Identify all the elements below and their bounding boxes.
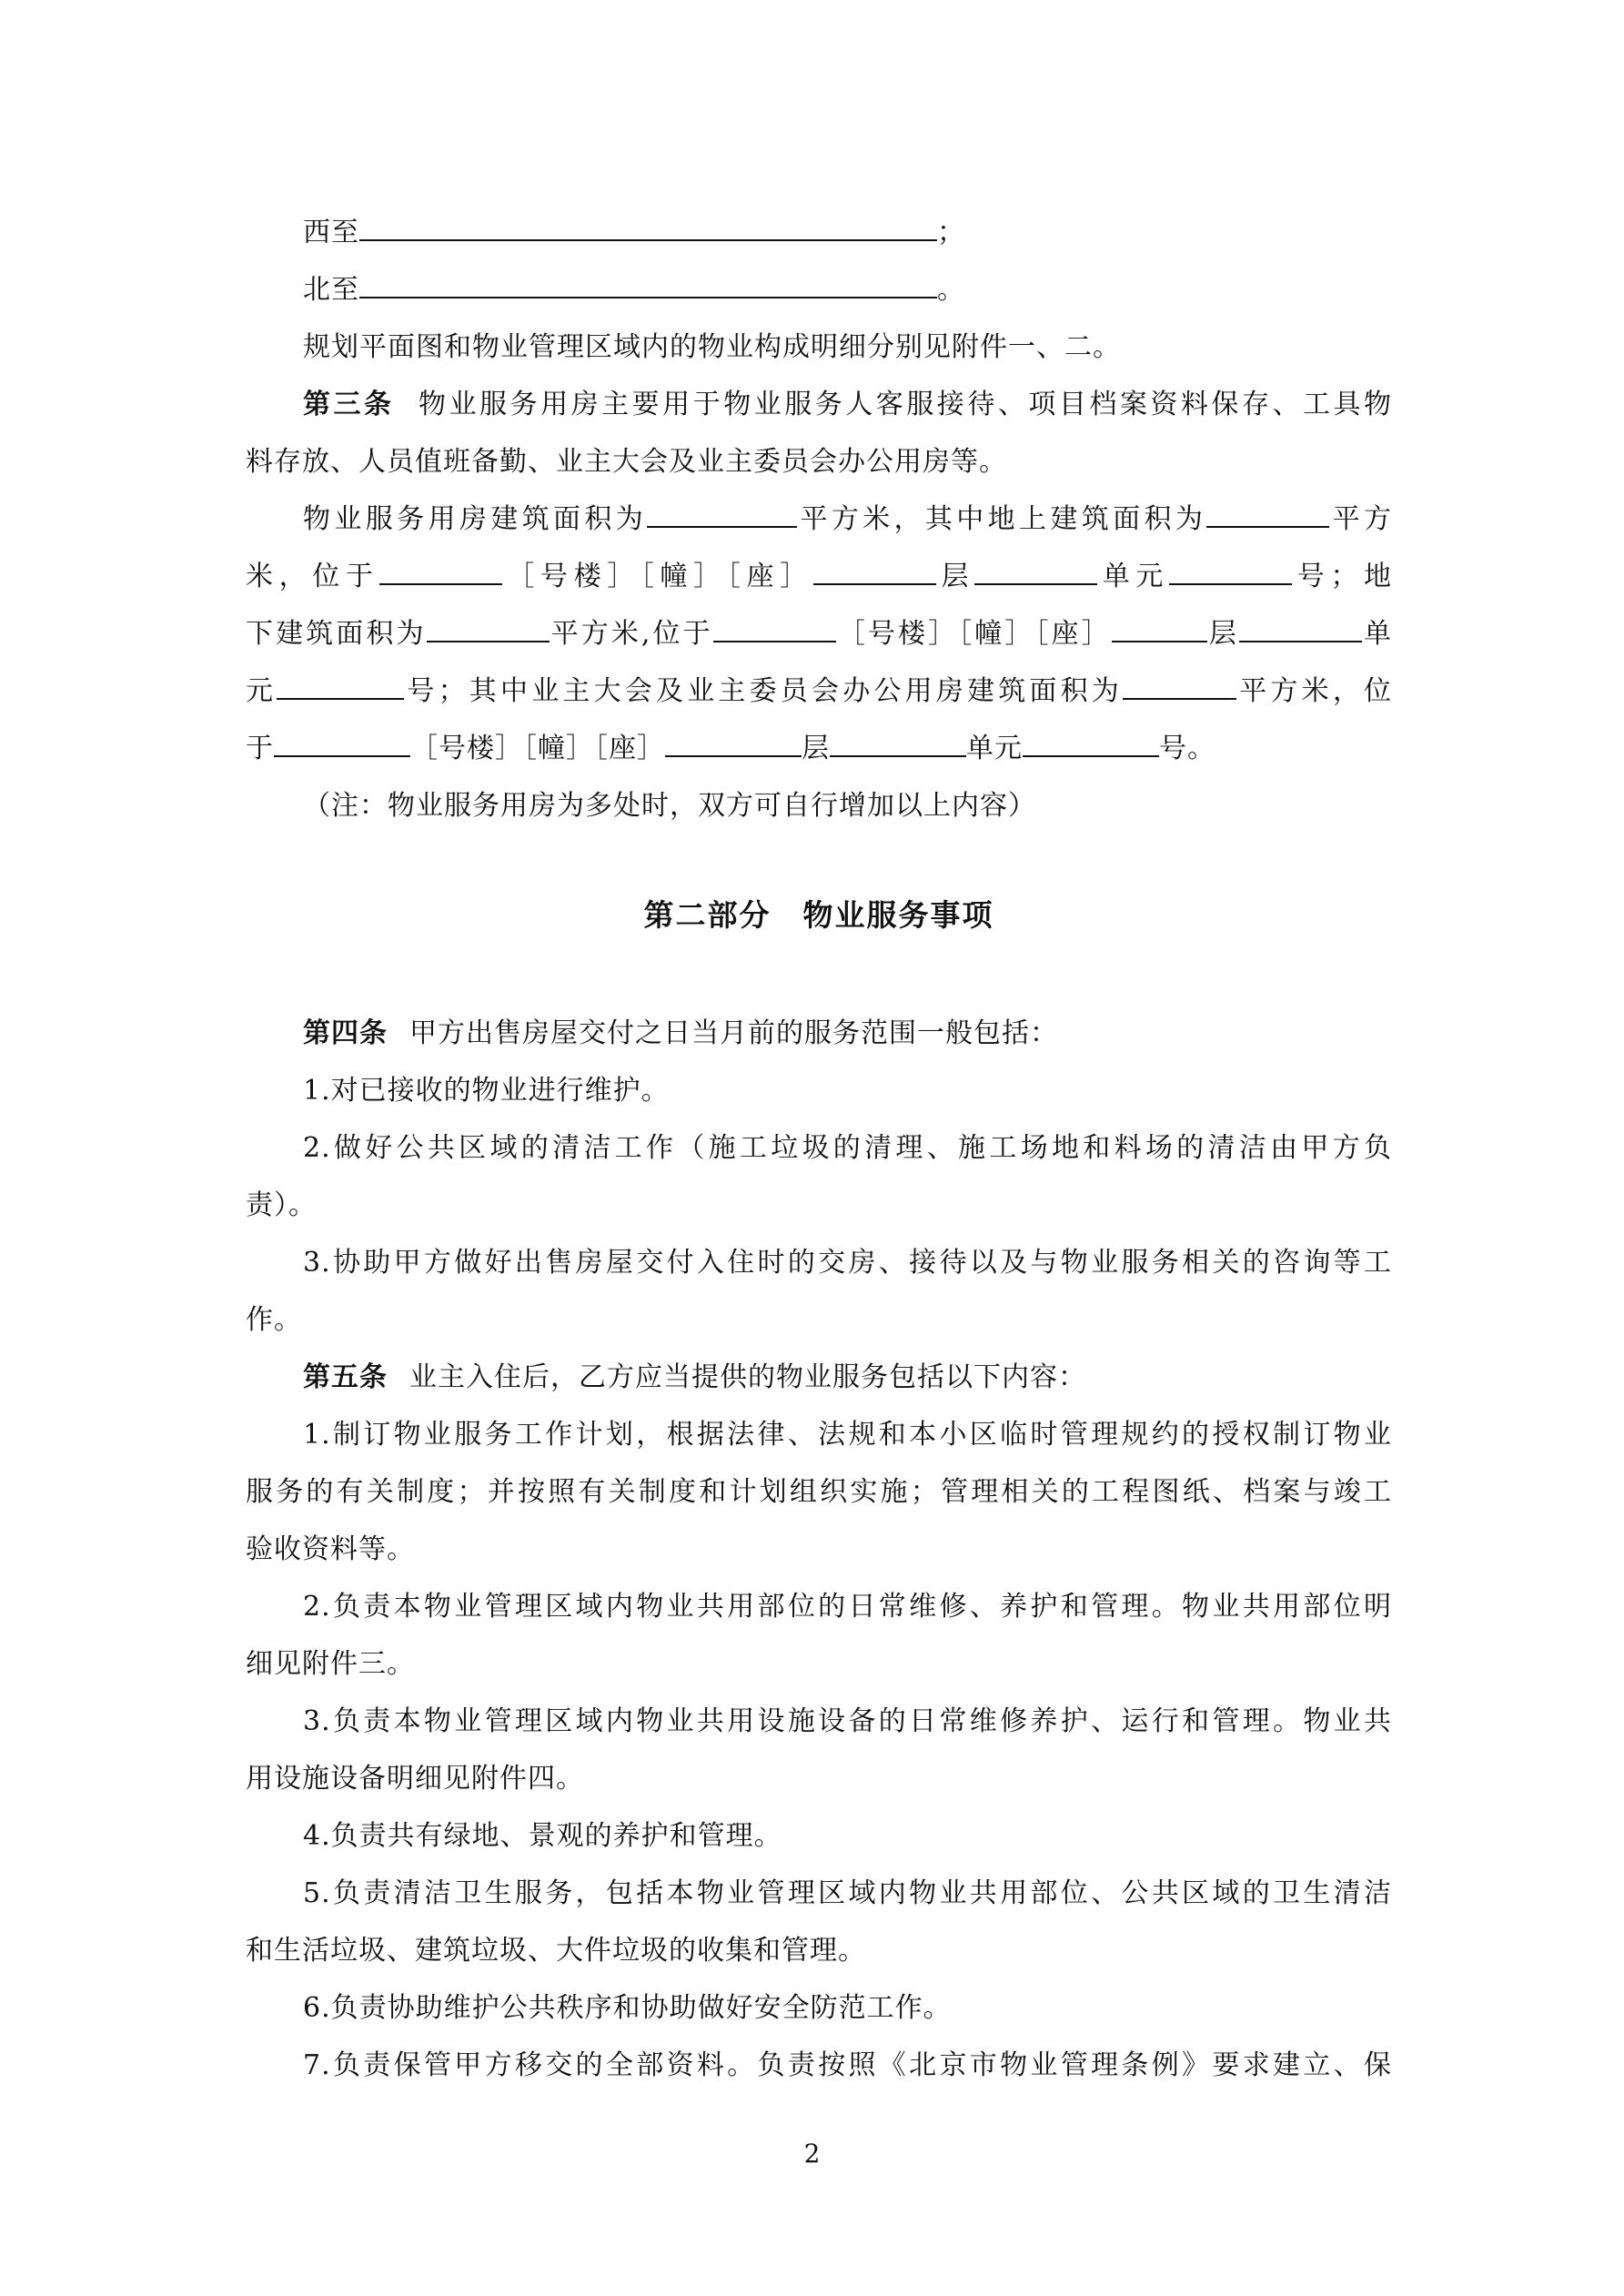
west-label: 西至 [303, 217, 359, 248]
page-number: 2 [803, 2139, 821, 2169]
note-line: （注：物业服务用房为多处时，双方可自行增加以上内容） [303, 790, 1036, 822]
area5-c: 层 [802, 733, 830, 764]
area3-b: 平方米,位于 [549, 618, 713, 650]
a5-item-5-cont: 和生活垃圾、建筑垃圾、大件垃圾的收集和管理。 [246, 1935, 866, 1967]
article-5-label: 第五条 [303, 1361, 388, 1393]
area-line-5 [246, 722, 1392, 776]
article-3-label: 第三条 [303, 389, 395, 420]
area4-blank-2[interactable] [1123, 673, 1236, 700]
a5-item-1-cont: 服务的有关制度；并按照有关制度和计划组织实施；管理相关的工程图纸、档案与竣工 [246, 1476, 1392, 1508]
area4-b: 号；其中业主大会及业主委员会办公用房建筑面积为 [404, 675, 1124, 707]
area3-c: ［号楼］［幢］［座］ [835, 618, 1112, 650]
a4-item-2-cont: 责）。 [246, 1189, 317, 1221]
a5-item-1-cont2: 验收资料等。 [246, 1533, 415, 1565]
article-3-text: 物业服务用房主要用于物业服务人客服接待、项目档案资料保存、工具物 [416, 389, 1393, 420]
a5-item-2: 2.负责本物业管理区域内物业共用部位的日常维修、养护和管理。物业共用部位明 [303, 1591, 1392, 1623]
a5-item-2-cont: 细见附件三。 [246, 1648, 415, 1680]
article-5-line [303, 1350, 1392, 1405]
north-label: 北至 [303, 274, 359, 306]
a5-item-3: 3.负责本物业管理区域内物业共用设施设备的日常维修养护、运行和管理。物业共 [303, 1705, 1392, 1737]
section-heading: 第二部分 物业服务事项 [643, 897, 994, 933]
area5-blank-2[interactable] [665, 730, 802, 757]
area2-e: 号；地 [1292, 561, 1393, 592]
article-3-line [303, 378, 1392, 432]
area5-blank-3[interactable] [830, 730, 966, 757]
a4-item-2: 2.做好公共区域的清洁工作（施工垃圾的清理、施工场地和料场的清洁由甲方负 [303, 1132, 1392, 1164]
area4-a: 元 [246, 675, 277, 707]
article-4-line [303, 1006, 1392, 1061]
a4-item-3: 3.协助甲方做好出售房屋交付入住时的交房、接待以及与物业服务相关的咨询等工 [303, 1247, 1392, 1279]
area3-e: 单 [1361, 618, 1393, 650]
area2-b: ［号楼］［幢］［座］ [501, 561, 813, 592]
area3-blank-1[interactable] [427, 615, 550, 642]
area3-blank-2[interactable] [713, 615, 836, 642]
area2-blank-3[interactable] [974, 558, 1097, 585]
west-boundary-line [303, 206, 1392, 260]
plan-annex-line: 规划平面图和物业管理区域内的物业构成明细分别见附件一、二。 [303, 331, 1121, 363]
area2-blank-2[interactable] [813, 558, 936, 585]
west-blank[interactable] [359, 214, 937, 241]
a5-item-7: 7.负责保管甲方移交的全部资料。负责按照《北京市物业管理条例》要求建立、保 [303, 2049, 1392, 2081]
area5-blank-4[interactable] [1023, 730, 1159, 757]
article-5-text: 业主入住后，乙方应当提供的物业服务包括以下内容： [409, 1361, 1086, 1393]
area-line-1 [303, 492, 1392, 547]
north-blank[interactable] [359, 271, 937, 298]
west-end: ； [937, 217, 965, 248]
area4-blank-1[interactable] [277, 673, 404, 700]
area3-a: 下建筑面积为 [246, 618, 427, 650]
a5-item-5: 5.负责清洁卫生服务，包括本物业管理区域内物业共用部位、公共区域的卫生清洁 [303, 1877, 1392, 1909]
area1-blank-2[interactable] [1206, 501, 1329, 528]
article-4-text: 甲方出售房屋交付之日当月前的服务范围一般包括： [409, 1017, 1058, 1049]
area-line-2 [246, 550, 1392, 604]
a4-item-1: 1.对已接收的物业进行维护。 [303, 1075, 670, 1107]
area5-e: 号。 [1159, 733, 1215, 764]
area1-blank-1[interactable] [647, 501, 797, 528]
area5-d: 单元 [966, 733, 1023, 764]
a5-item-6: 6.负责协助维护公共秩序和协助做好安全防范工作。 [303, 1992, 952, 2024]
area5-a: 于 [246, 733, 274, 764]
area5-blank-1[interactable] [274, 730, 410, 757]
area3-blank-3[interactable] [1112, 615, 1207, 642]
area2-blank-4[interactable] [1169, 558, 1292, 585]
area-line-3 [246, 607, 1392, 662]
area2-d: 单元 [1097, 561, 1170, 592]
area1-a: 物业服务用房建筑面积为 [303, 503, 648, 535]
area1-c: 平方 [1329, 503, 1393, 535]
a5-item-4: 4.负责共有绿地、景观的养护和管理。 [303, 1820, 782, 1852]
area3-blank-4[interactable] [1239, 615, 1362, 642]
a5-item-3-cont: 用设施设备明细见附件四。 [246, 1763, 584, 1795]
area2-a: 米，位于 [246, 561, 379, 592]
north-end: 。 [937, 274, 965, 306]
north-boundary-line [303, 263, 1392, 318]
area5-b: ［号楼］［幢］［座］ [410, 733, 665, 764]
article-4-label: 第四条 [303, 1017, 388, 1049]
area1-b: 平方米，其中地上建筑面积为 [797, 503, 1207, 535]
article-3-cont: 料存放、人员值班备勤、业主大会及业主委员会办公用房等。 [246, 446, 1007, 478]
a4-item-3-cont: 作。 [246, 1304, 302, 1336]
area3-d: 层 [1206, 618, 1239, 650]
area2-c: 层 [935, 561, 975, 592]
area4-c: 平方米，位 [1236, 675, 1393, 707]
a5-item-1: 1.制订物业服务工作计划，根据法律、法规和本小区临时管理规约的授权制订物业 [303, 1419, 1392, 1451]
area-line-4 [246, 664, 1392, 719]
area2-blank-1[interactable] [379, 558, 502, 585]
